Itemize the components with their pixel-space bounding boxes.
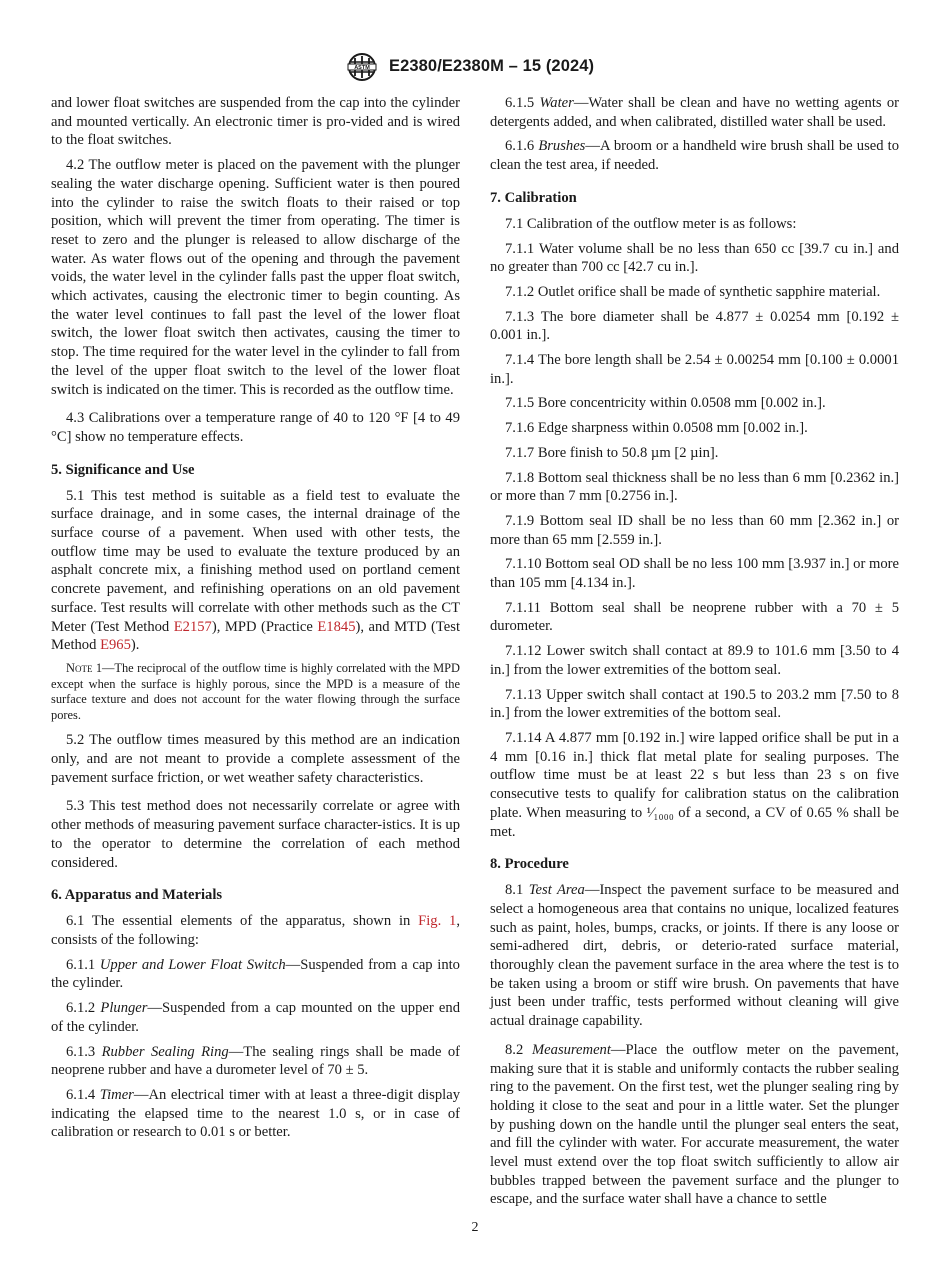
paragraph-7-1-12: 7.1.12 Lower switch shall contact at 89.9 to 101.6 mm [3.50 to 4 in.] from the lower extremities of the bottom seal. <box>490 643 899 678</box>
paragraph-6-1-1: 6.1.1 Upper and Lower Float Switch—Suspended from a cap into the cylinder. <box>51 956 460 992</box>
paragraph-6-1-3: 6.1.3 Rubber Sealing Ring—The sealing rings shall be made of neoprene rubber and have a durometer level of 70 ± 5. <box>51 1043 460 1079</box>
paragraph-5-1: 5.1 This test method is suitable as a field test to evaluate the surface drainage, and in some cases, the internal drainage of the surface course of a pavement. When used with other tests, the outflow time may be used to evaluate the texture produced by an asphalt concrete mix, a finishing method used on portland cement concrete pavement, and refinishing operations on an old pavement surface. Test results will correlate with other methods such as the CT Meter (Test Method E2157), MPD (Practice E1845), and MTD (Test Method E965). <box>51 487 461 654</box>
paragraph-8-2: 8.2 Measurement—Place the outflow meter on the pavement, making sure that it is stable and uniformly contacts the rubber sealing ring to the pavement. On the first test, wet the plunger sealing ring by holding it close to the seat and pour in a little water. Set the plunger by pushing down on the handle until the plunger seal enters the seat, and fill the cylinder with water. For accurate measurement, the water level must extend over the top float switch sufficiently to allow air bubbles trapped between the pavement surface and the plunger to escape, and the surface water shall have a chance to settle <box>490 1041 899 1208</box>
paragraph-7-1-2: 7.1.2 Outlet orifice shall be made of synthetic sapphire material. <box>505 283 881 300</box>
paragraph-6-1-5: 6.1.5 Water—Water shall be clean and have no wetting agents or detergents added, and when calibrated, distilled water shall be used. <box>490 95 900 130</box>
paragraph-7-1-1: 7.1.1 Water volume shall be no less than 650 cc [39.7 cu in.] and no greater than 700 cc [42.7 cu in.]. <box>490 240 899 276</box>
note-1: Note 1—The reciprocal of the outflow time is highly correlated with the MPD except when the surface is highly porous, since the MPD is a measure of the surface texture and does not account for the water flowing through the surface pores. <box>51 660 460 722</box>
paragraph-7-1-10: 7.1.10 Bottom seal OD shall be no less 100 mm [3.937 in.] or more than 105 mm [4.134 in.]. <box>490 556 899 592</box>
paragraph-7-1-3: 7.1.3 The bore diameter shall be 4.877 ± 0.0254 mm [0.192 ± 0.001 in.]. <box>490 308 899 344</box>
paragraph-7-1-7: 7.1.7 Bore finish to 50.8 µm [2 µin]. <box>505 444 719 461</box>
paragraph-7-1-13: 7.1.13 Upper switch shall contact at 190.5 to 203.2 mm [7.50 to 8 in.] from the lower extremities of the bottom seal. <box>490 686 899 722</box>
paragraph-7-1-9: 7.1.9 Bottom seal ID shall be no less than 60 mm [2.362 in.] or more than 65 mm [2.559 in.]. <box>490 512 899 548</box>
ref-link-fig1[interactable]: Fig. 1 <box>418 913 457 930</box>
paragraph-4-2: 4.2 The outflow meter is placed on the pavement with the plunger sealing the water discharge opening. Sufficient water is then poured into the cylinder to raise the switch floats to their raised or top position, which will prevent the timer from operating. The timer is reset to zero and the plunger is released to allow discharge of the water. As water flows out of the opening and through the pavement voids, the water level in the cylinder falls past the upper float switch, which activates, causing the electronic timer to begin counting. As the water level continues to fall past the level of the lower float switch, the lower float switch then activates, causing the timer to stop. The time required for the water level in the cylinder to fall from the level of the upper float switch to the level of the lower float switch is indicated on the timer. This is recorded as the outflow time. <box>51 157 460 398</box>
page-number: 2 <box>471 1220 479 1235</box>
paragraph-7-1-4: 7.1.4 The bore length shall be 2.54 ± 0.00254 mm [0.100 ± 0.0001 in.]. <box>490 352 899 387</box>
paragraph: and lower float switches are suspended from the cap into the cylinder and mounted vertically. An electronic timer is pro-vided and is wired to the float switches. <box>51 95 460 149</box>
paragraph-6-1: 6.1 The essential elements of the apparatus, shown in Fig. 1, consists of the following: <box>51 913 461 948</box>
paragraph-7-1: 7.1 Calibration of the outflow meter is as follows: <box>505 215 797 232</box>
standard-designation: E2380/E2380M – 15 (2024) <box>389 57 595 75</box>
note-label: Note 1 <box>66 660 103 675</box>
section-heading-7: 7. Calibration <box>490 189 577 206</box>
paragraph-5-2: 5.2 The outflow times measured by this method are an indication only, and are not meant to provide a complete assessment of the pavement surface friction, or wet weather safety characteristics. <box>51 732 460 786</box>
section-heading-8: 8. Procedure <box>490 856 569 873</box>
svg-text:ASTM: ASTM <box>354 65 370 71</box>
paragraph-7-1-6: 7.1.6 Edge sharpness within 0.0508 mm [0.002 in.]. <box>505 420 808 437</box>
section-heading-5: 5. Significance and Use <box>51 461 195 478</box>
left-column <box>51 94 460 1148</box>
right-column <box>490 94 899 1215</box>
paragraph-7-1-5: 7.1.5 Bore concentricity within 0.0508 mm [0.002 in.]. <box>505 395 826 412</box>
paragraph-8-1: 8.1 Test Area—Inspect the pavement surface to be measured and select a homogeneous area that contains no unique, localized features such as paint, holes, bumps, cracks, or joints. If there is any loose or semi-adhered dirt, debris, or deterio-rated surface material, thoroughly clean the pavement surface in the area where the test is to be taken using a broom or stiff wire brush. On pavements that have just been under traffic, tests performed without cleaning will give actual drainage capability. <box>490 882 900 1030</box>
paragraph-6-1-6: 6.1.6 Brushes—A broom or a handheld wire brush shall be used to clean the test area, if needed. <box>490 138 900 174</box>
fraction: ¹⁄₁₀₀₀ <box>646 804 674 821</box>
paragraph-6-1-2: 6.1.2 Plunger—Suspended from a cap mounted on the upper end of the cylinder. <box>51 1000 460 1035</box>
astm-logo-icon <box>345 52 379 82</box>
paragraph-7-1-11: 7.1.11 Bottom seal shall be neoprene rubber with a 70 ± 5 durometer. <box>490 599 899 635</box>
paragraph-4-3: 4.3 Calibrations over a temperature range of 40 to 120 °F [4 to 49 °C] show no temperature effects. <box>51 410 460 445</box>
paragraph-7-1-8: 7.1.8 Bottom seal thickness shall be no less than 6 mm [0.2362 in.] or more than 7 mm [0.2756 in.]. <box>490 469 899 505</box>
ref-link-e2157[interactable]: E2157 <box>173 618 212 635</box>
page-header <box>0 50 950 86</box>
section-heading-6: 6. Apparatus and Materials <box>51 887 223 904</box>
paragraph-5-3: 5.3 This test method does not necessarily correlate or agree with other methods of measuring pavement surface character-istics. It is up to the operator to determine the correlation of each method considered. <box>51 798 460 871</box>
paragraph-7-1-14: 7.1.14 A 4.877 mm [0.192 in.] wire lapped orifice shall be put in a 4 mm [0.16 in.] thick flat metal plate for sealing purposes. The outflow time must be at least 22 s but less than 23 s on five consecutive tests to qualify for calibration status on the calibration plate. When measuring to ¹⁄₁₀₀₀ of a second, a CV of 0.65 % shall be met. <box>490 729 900 840</box>
ref-link-e965[interactable]: E965 <box>100 637 131 654</box>
paragraph-6-1-4: 6.1.4 Timer—An electrical timer with at least a three-digit display indicating the elapsed time to the nearest 1.0 s, or in case of calibration or research to 0.01 s or better. <box>51 1086 460 1141</box>
ref-link-e1845[interactable]: E1845 <box>317 618 356 635</box>
